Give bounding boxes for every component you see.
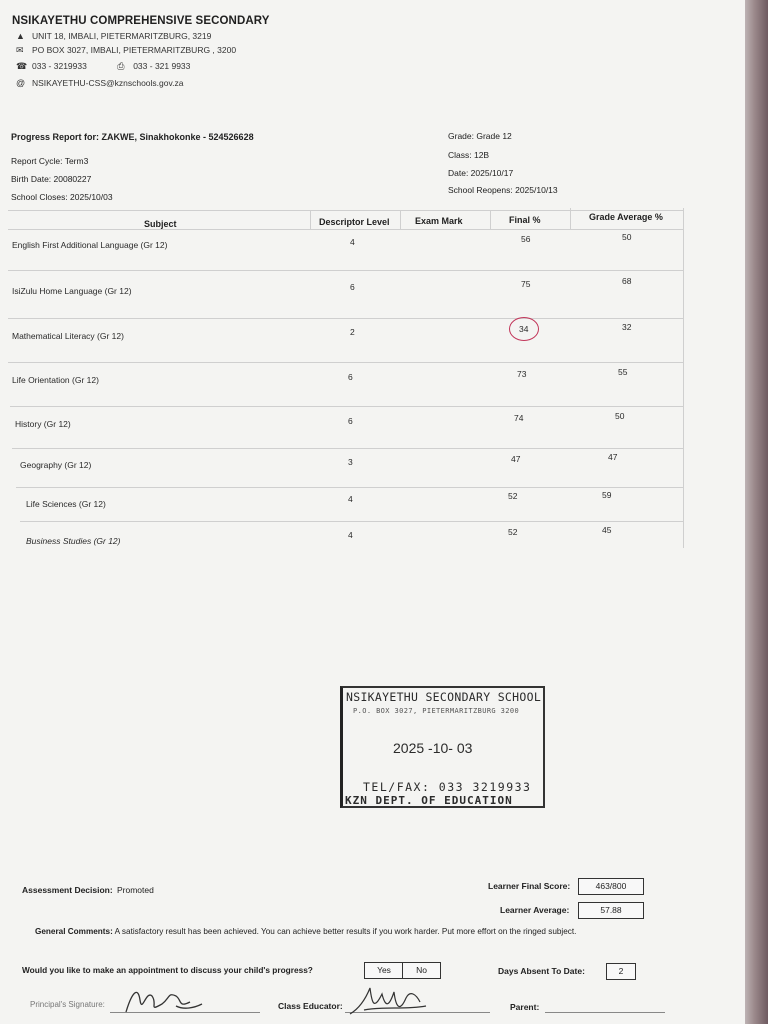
table-row-average: 50 [622,232,632,242]
col-grade-average: Grade Average % [589,212,663,222]
table-row-level: 6 [350,282,355,292]
table-row-final: 52 [508,527,518,537]
po-box-line: ✉ PO BOX 3027, IMBALI, PIETERMARITZBURG , 3200 [16,45,237,55]
stamp-telfax: TEL/FAX: 033 3219933 [363,780,532,794]
stamp-date: 2025 -10- 03 [393,740,473,756]
table-row-final: 73 [517,369,527,379]
birth-date: Birth Date: 20080227 [11,174,92,184]
class-educator-label: Class Educator: [278,1001,343,1011]
row-divider [10,406,684,407]
table-row-final: 34 [519,324,529,334]
appointment-question: Would you like to make an appointment to discuss your child's progress? [22,965,313,975]
col-divider [490,210,491,230]
col-divider [400,210,401,230]
general-comments: General Comments: A satisfactory result has been achieved. You can achieve better results if you work harder. Put more effort on the ringed subject. [35,927,577,936]
table-row-subject: Business Studies (Gr 12) [26,536,121,546]
final-score-box: 463/800 [578,878,644,895]
principal-signature-scribble [118,982,208,1020]
table-header-rule [8,229,684,230]
table-row-average: 45 [602,525,612,535]
parent-label: Parent: [510,1002,540,1012]
average-label: Learner Average: [500,905,570,915]
report-cycle: Report Cycle: Term3 [11,156,89,166]
table-row-final: 52 [508,491,518,501]
school-reopens: School Reopens: 2025/10/13 [448,185,558,195]
table-row-subject: English First Additional Language (Gr 12) [12,240,168,250]
table-row-subject: IsiZulu Home Language (Gr 12) [12,286,132,296]
stamp-department: KZN DEPT. OF EDUCATION [345,794,513,807]
address-line: ▲ UNIT 18, IMBALI, PIETERMARITZBURG, 3219 [16,31,212,41]
stamp-school-name: NSIKAYETHU SECONDARY SCHOOL [346,690,542,704]
principal-signature-label: Principal's Signature: [30,1000,105,1009]
final-score-label: Learner Final Score: [488,881,571,891]
table-top-rule [8,210,684,211]
stamp-address: P.O. BOX 3027, PIETERMARITZBURG 3200 [353,707,520,715]
mail-icon: ✉ [16,45,24,55]
col-descriptor: Descriptor Level [319,217,390,227]
no-option[interactable]: No [402,962,441,979]
table-right-border [683,208,684,548]
phone-icon: ☎ [16,61,28,71]
fax-icon: ⎙ [117,61,125,71]
table-row-average: 47 [608,452,618,462]
col-divider [570,208,571,230]
col-final: Final % [509,215,541,225]
row-divider [20,521,684,522]
table-row-average: 55 [618,367,628,377]
decision-label: Assessment Decision: [22,885,113,895]
decision-value: Promoted [117,885,154,895]
table-row-subject: History (Gr 12) [15,419,71,429]
school-closes: School Closes: 2025/10/03 [11,192,113,202]
row-divider [8,318,684,319]
at-icon: @ [16,78,26,88]
table-row-final: 47 [511,454,521,464]
col-subject: Subject [144,219,177,229]
table-row-subject: Geography (Gr 12) [20,460,92,470]
school-stamp [340,686,545,808]
table-row-subject: Life Sciences (Gr 12) [26,499,106,509]
table-row-level: 4 [348,530,353,540]
table-row-level: 4 [350,237,355,247]
background-edge [745,0,768,1024]
row-divider [16,487,684,488]
school-name: NSIKAYETHU COMPREHENSIVE SECONDARY [12,15,270,27]
row-divider [12,448,684,449]
educator-signature-scribble [344,980,434,1020]
row-divider [8,362,684,363]
table-row-level: 6 [348,416,353,426]
class: Class: 12B [448,150,490,160]
table-row-final: 74 [514,413,524,423]
table-row-level: 3 [348,457,353,467]
average-box: 57.88 [578,902,644,919]
home-icon: ▲ [16,31,25,41]
days-absent-box: 2 [606,963,636,980]
table-row-average: 32 [622,322,632,332]
email-line: @ NSIKAYETHU-CSS@kznschools.gov.za [16,78,184,88]
table-row-level: 4 [348,494,353,504]
table-row-average: 50 [615,411,625,421]
row-divider [8,270,684,271]
table-row-level: 2 [350,327,355,337]
days-absent-label: Days Absent To Date: [498,966,585,976]
report-title: Progress Report for: ZAKWE, Sinakhokonke - 524526628 [11,132,254,142]
table-row-final: 56 [521,234,531,244]
parent-signature-line [545,1012,665,1013]
report-date: Date: 2025/10/17 [448,168,514,178]
table-row-subject: Life Orientation (Gr 12) [12,375,99,385]
table-row-level: 6 [348,372,353,382]
table-row-subject: Mathematical Literacy (Gr 12) [12,331,124,341]
table-row-final: 75 [521,279,531,289]
phone-line: ☎ 033 - 3219933 ⎙ 033 - 321 9933 [16,61,191,71]
col-divider [310,210,311,230]
grade: Grade: Grade 12 [448,131,512,141]
yes-option[interactable]: Yes [364,962,404,979]
table-row-average: 68 [622,276,632,286]
table-row-average: 59 [602,490,612,500]
col-exam: Exam Mark [415,216,463,226]
